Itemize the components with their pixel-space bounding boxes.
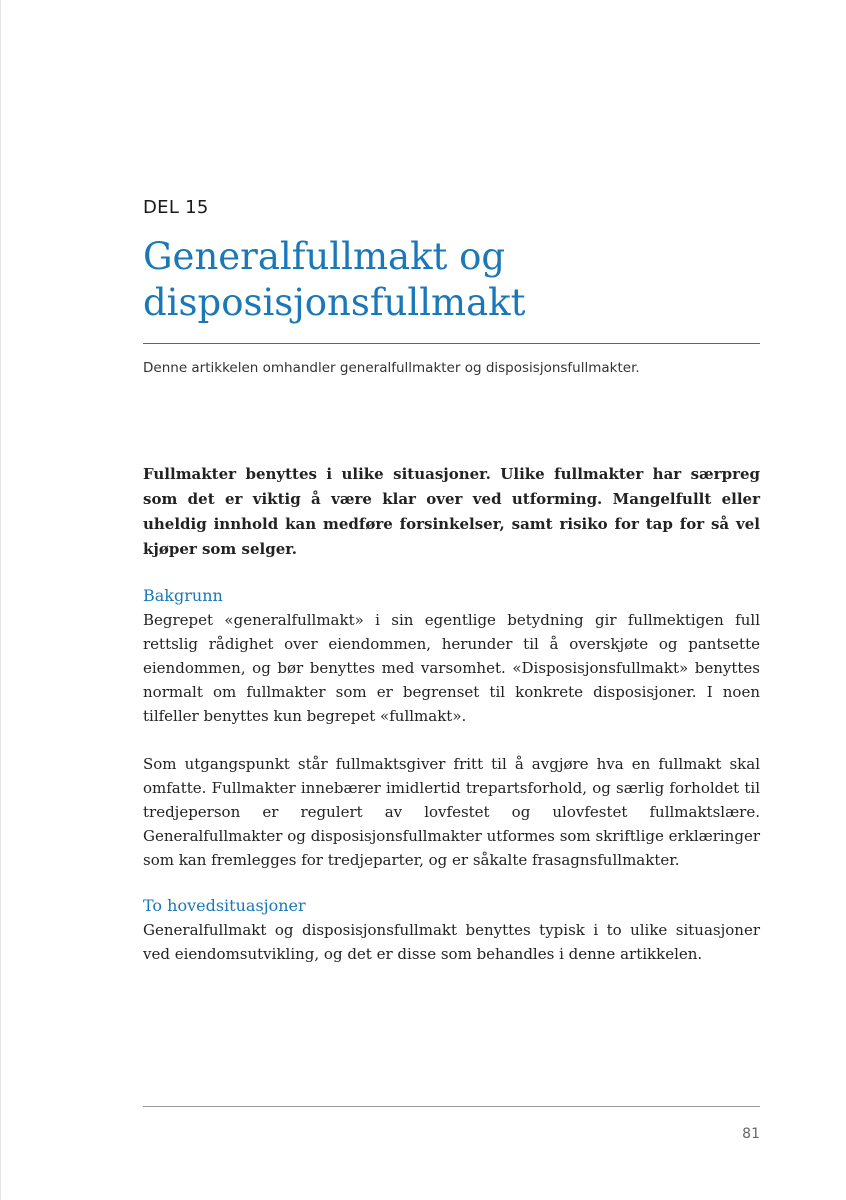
- paragraph-hovedsituasjoner-1: Generalfullmakt og disposisjonsfullmakt benyttes typisk i to ulike situasjoner ved eiendomsutvikling, og det er disse som behandles i denne artikkelen.: [143, 921, 760, 963]
- page-number: 81: [742, 1126, 760, 1142]
- title-line-1: Generalfullmakt og: [143, 235, 506, 278]
- page-edge: [0, 0, 1, 1200]
- footer-divider: [143, 1106, 760, 1107]
- intro-text: Denne artikkelen omhandler generalfullmakter og disposisjonsfullmakter.: [143, 360, 640, 376]
- paragraph-bakgrunn-2: Som utgangspunkt står fullmaktsgiver fritt til å avgjøre hva en fullmakt skal omfatte. Fullmakter innebærer imidlertid trepartsforhold, og særlig forholdet til tredjeperson er regulert av lovfestet og ulovfestet fullmaktslære. Generalfullmakter og disposisjonsfullmakter utformes som skriftlige erklæringer som kan fremlegges for tredjeparter, og er såkalte frasagnsfullmakter.: [143, 755, 760, 869]
- paragraph-bakgrunn-1: Begrepet «generalfullmakt» i sin egentlige betydning gir fullmektigen full rettslig rådighet over eiendommen, herunder til å overskjøte og pantsette eiendommen, og bør benyttes med varsomhet. «Disposisjonsfullmakt» benyttes normalt om fullmakter som er begrenset til konkrete disposisjoner. I noen tilfeller benyttes kun begrepet «fullmakt».: [143, 611, 760, 725]
- title-line-2: disposisjonsfullmakt: [143, 281, 526, 324]
- lead-paragraph: Fullmakter benyttes i ulike situasjoner. Ulike fullmakter har særpreg som det er viktig å være klar over ved utforming. Mangelfullt eller uheldig innhold kan medføre forsinkelser, samt risiko for tap for så vel kjøper som selger.: [143, 465, 760, 558]
- article-body: [143, 462, 760, 966]
- section-heading-bakgrunn: Bakgrunn: [143, 586, 223, 605]
- part-label: DEL 15: [143, 197, 209, 218]
- title-divider: [143, 343, 760, 344]
- page-title: [143, 234, 525, 326]
- section-heading-hovedsituasjoner: To hovedsituasjoner: [143, 896, 306, 915]
